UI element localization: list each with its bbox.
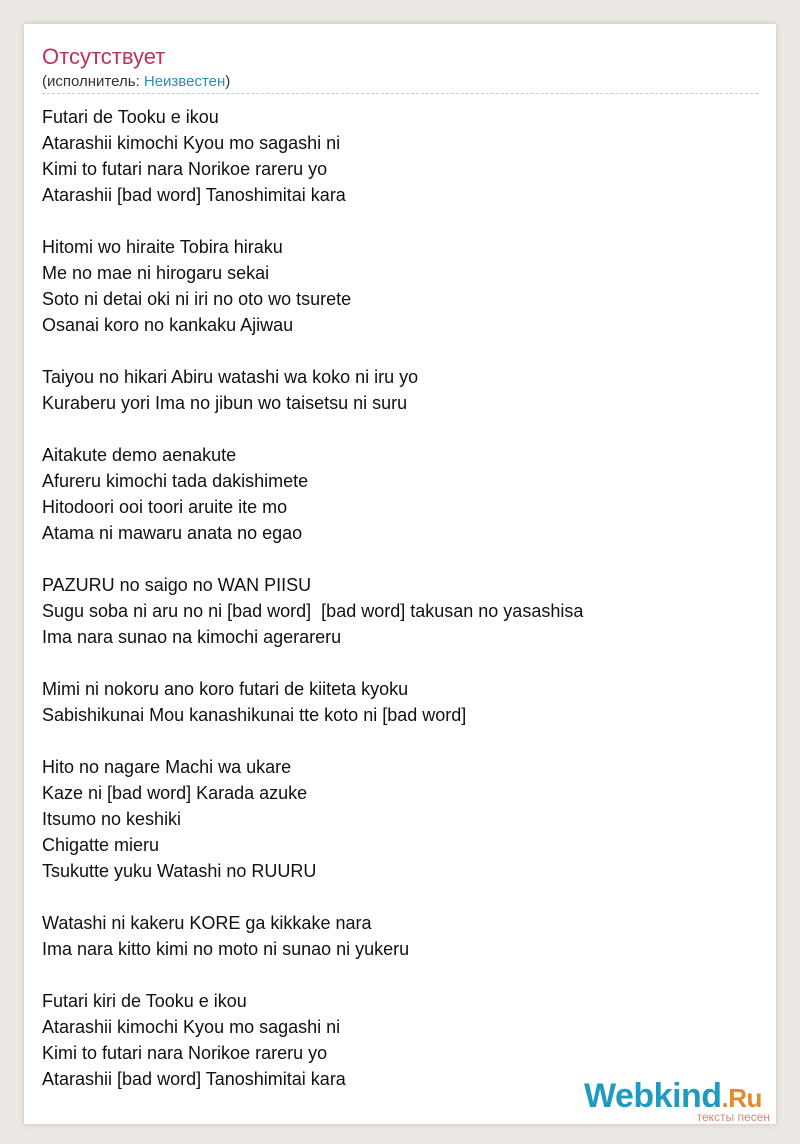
lyric-line: Hito no nagare Machi wa ukare (42, 757, 292, 777)
lyric-line: Afureru kimochi tada dakishimete (42, 471, 309, 491)
lyric-line: PAZURU no saigo no WAN PIISU (42, 575, 312, 595)
lyrics-stanza (42, 234, 758, 338)
logo-tld: .Ru (721, 1083, 762, 1113)
artist-name-link[interactable]: Неизвестен (143, 73, 226, 90)
lyric-line: Atarashii [bad word] Tanoshimitai kara (42, 1069, 346, 1089)
lyric-line: Osanai koro no kankaku Ajiwau (42, 315, 294, 335)
lyric-line: Kimi to futari nara Norikoe rareru yo (42, 1043, 328, 1063)
lyric-line: Aitakute demo aenakute (42, 445, 237, 465)
logo-tagline: тексты песен (696, 1110, 770, 1124)
lyric-line: Kuraberu yori Ima no jibun wo taisetsu ni suru (42, 393, 408, 413)
artist-line (42, 73, 230, 91)
lyric-line: Futari kiri de Tooku e ikou (42, 991, 247, 1011)
lyric-line: Atama ni mawaru anata no egao (42, 523, 303, 543)
lyric-line: Atarashii [bad word] Tanoshimitai kara (42, 185, 346, 205)
lyrics-stanza (42, 676, 758, 728)
lyric-line: Tsukutte yuku Watashi no RUURU (42, 861, 317, 881)
lyrics-page (24, 24, 776, 1124)
lyrics-body (42, 104, 758, 1118)
lyrics-stanza (42, 364, 758, 416)
artist-prefix: (исполнитель: (42, 73, 144, 90)
lyrics-stanza (42, 910, 758, 962)
lyric-line: Hitomi wo hiraite Tobira hiraku (42, 237, 283, 257)
lyric-line: Ima nara sunao na kimochi agerareru (42, 627, 342, 647)
lyric-line: Soto ni detai oki ni iri no oto wo tsurete (42, 289, 352, 309)
lyric-line: Chigatte mieru (42, 835, 160, 855)
lyrics-stanza (42, 104, 758, 208)
header-divider (42, 93, 758, 94)
lyric-line: Kaze ni [bad word] Karada azuke (42, 783, 308, 803)
lyric-line: Atarashii kimochi Kyou mo sagashi ni (42, 133, 341, 153)
artist-suffix: ) (225, 73, 231, 90)
lyric-line: Ima nara kitto kimi no moto ni sunao ni yukeru (42, 939, 410, 959)
lyric-line: Hitodoori ooi toori aruite ite mo (42, 497, 288, 517)
lyric-line: Atarashii kimochi Kyou mo sagashi ni (42, 1017, 341, 1037)
lyrics-stanza (42, 754, 758, 884)
lyric-line: Me no mae ni hirogaru sekai (42, 263, 270, 283)
song-title: Отсутствует (42, 44, 166, 69)
lyric-line: Sabishikunai Mou kanashikunai tte koto ni [bad word] (42, 705, 467, 725)
lyric-line: Sugu soba ni aru no ni [bad word] [bad word] takusan no yasashisa (42, 601, 584, 621)
lyric-line: Watashi ni kakeru KORE ga kikkake nara (42, 913, 372, 933)
lyric-line: Itsumo no keshiki (42, 809, 182, 829)
logo-name: Webkind (584, 1077, 722, 1115)
lyrics-stanza (42, 572, 758, 650)
lyric-line: Taiyou no hikari Abiru watashi wa koko ni iru yo (42, 367, 419, 387)
lyrics-stanza (42, 442, 758, 546)
lyric-line: Mimi ni nokoru ano koro futari de kiiteta kyoku (42, 679, 409, 699)
webkind-logo[interactable] (584, 1076, 774, 1122)
lyric-line: Futari de Tooku e ikou (42, 107, 219, 127)
lyric-line: Kimi to futari nara Norikoe rareru yo (42, 159, 328, 179)
